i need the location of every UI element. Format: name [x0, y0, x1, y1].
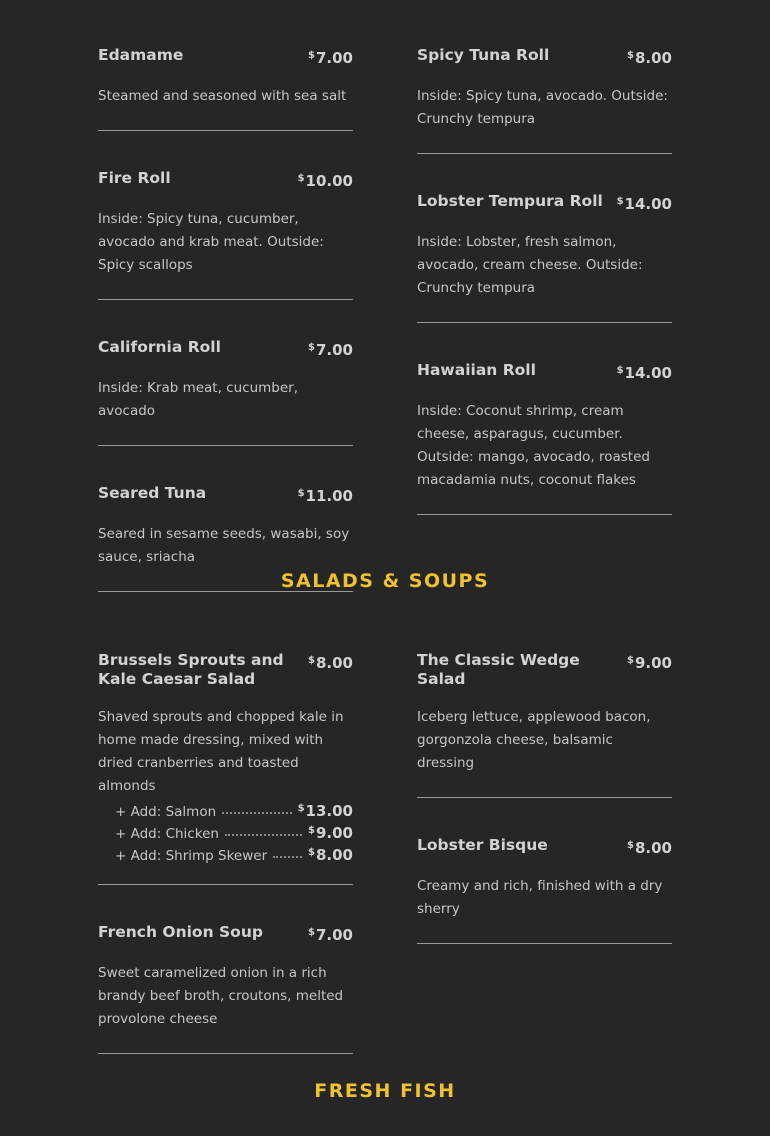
section-title-salads-soups: SALADS & SOUPS [280, 570, 490, 592]
menu-item-name: Lobster Bisque [417, 836, 548, 854]
addon-salmon [115, 798, 353, 820]
menu-item-california-roll [98, 330, 353, 446]
menu-item-description: Inside: Lobster, fresh salmon, avocado, cream cheese. Outside: Crunchy tempura [417, 234, 643, 296]
currency-symbol: $ [297, 488, 305, 499]
menu-item-name: Fire Roll [98, 169, 171, 187]
salads-column-left [98, 643, 353, 1084]
addon-name: + Add: Chicken [115, 826, 219, 842]
menu-item-price: $10.00 [297, 172, 353, 190]
menu-item-french-onion-soup [98, 915, 353, 1054]
currency-symbol: $ [308, 655, 315, 666]
addon-price: $8.00 [308, 846, 353, 864]
dot-leader [225, 834, 302, 836]
menu-item-price: $8.00 [308, 654, 353, 672]
menu-item-lobster-bisque [417, 828, 672, 944]
menu-item-price: $8.00 [627, 839, 672, 857]
currency-symbol: $ [616, 196, 624, 207]
menu-item-price: $11.00 [297, 487, 353, 505]
addon-name: + Add: Shrimp Skewer [115, 848, 268, 864]
currency-symbol: $ [297, 173, 305, 184]
menu-item-name: Seared Tuna [98, 484, 207, 502]
sushi-column-right [417, 38, 672, 545]
section-title-fresh-fish: FRESH FISH [314, 1080, 456, 1102]
addon-list [98, 798, 353, 884]
dot-leader [273, 856, 302, 858]
menu-item-description: Steamed and seasoned with sea salt [98, 88, 347, 104]
menu-item-price: $7.00 [308, 926, 353, 944]
menu-item-description: Seared in sesame seeds, wasabi, soy sauce, sriacha [98, 526, 350, 565]
menu-item-description: Inside: Coconut shrimp, cream cheese, asparagus, cucumber. Outside: mango, avocado, roasted macadamia nuts, coconut flakes [417, 403, 650, 488]
menu-item-hawaiian-roll [417, 353, 672, 515]
dot-leader [222, 812, 291, 814]
menu-item-description: Shaved sprouts and chopped kale in home made dressing, mixed with dried cranberries and toasted almonds [98, 709, 344, 794]
menu-item-price: $8.00 [627, 49, 672, 67]
currency-symbol: $ [297, 803, 305, 814]
menu-item-description: Creamy and rich, finished with a dry sherry [417, 878, 663, 917]
menu-item-name: French Onion Soup [98, 923, 263, 941]
currency-symbol: $ [627, 50, 634, 61]
menu-item-classic-wedge-salad [417, 643, 672, 798]
menu-item-description: Inside: Krab meat, cucumber, avocado [98, 380, 299, 419]
menu-item-name: Lobster Tempura Roll [417, 192, 603, 210]
menu-item-description: Inside: Spicy tuna, avocado. Outside: Crunchy tempura [417, 88, 668, 127]
sushi-column-left [98, 38, 353, 622]
currency-symbol: $ [627, 655, 634, 666]
menu-item-edamame [98, 38, 353, 131]
menu-item-fire-roll [98, 161, 353, 300]
menu-item-name: Brussels Sprouts and Kale Caesar Salad [98, 651, 284, 688]
menu-item-name: Spicy Tuna Roll [417, 46, 550, 64]
addon-chicken [115, 820, 353, 842]
salads-column-right [417, 643, 672, 974]
menu-item-name: The Classic Wedge Salad [417, 651, 580, 688]
menu-item-price: $14.00 [616, 195, 672, 213]
menu-item-description: Iceberg lettuce, applewood bacon, gorgonzola cheese, balsamic dressing [417, 709, 651, 771]
menu-item-description: Sweet caramelized onion in a rich brandy beef broth, croutons, melted provolone cheese [98, 965, 344, 1027]
menu-item-lobster-tempura-roll [417, 184, 672, 323]
menu-item-name: Hawaiian Roll [417, 361, 536, 379]
menu-item-spicy-tuna-roll [417, 38, 672, 154]
currency-symbol: $ [627, 840, 634, 851]
menu-item-name: Edamame [98, 46, 184, 64]
currency-symbol: $ [308, 50, 315, 61]
addon-price: $13.00 [297, 802, 353, 820]
menu-item-price: $9.00 [627, 654, 672, 672]
addon-shrimp-skewer [115, 842, 353, 864]
menu-item-price: $7.00 [308, 49, 353, 67]
menu-item-description: Inside: Spicy tuna, cucumber, avocado and krab meat. Outside: Spicy scallops [98, 211, 324, 273]
currency-symbol: $ [308, 342, 315, 353]
menu-item-name: California Roll [98, 338, 221, 356]
menu-item-price: $14.00 [616, 364, 672, 382]
currency-symbol: $ [308, 847, 315, 858]
currency-symbol: $ [616, 365, 624, 376]
addon-price: $9.00 [308, 824, 353, 842]
addon-name: + Add: Salmon [115, 804, 217, 820]
menu-item-price: $7.00 [308, 341, 353, 359]
menu-item-brussels-sprouts-salad [98, 643, 353, 885]
currency-symbol: $ [308, 825, 315, 836]
currency-symbol: $ [308, 927, 315, 938]
